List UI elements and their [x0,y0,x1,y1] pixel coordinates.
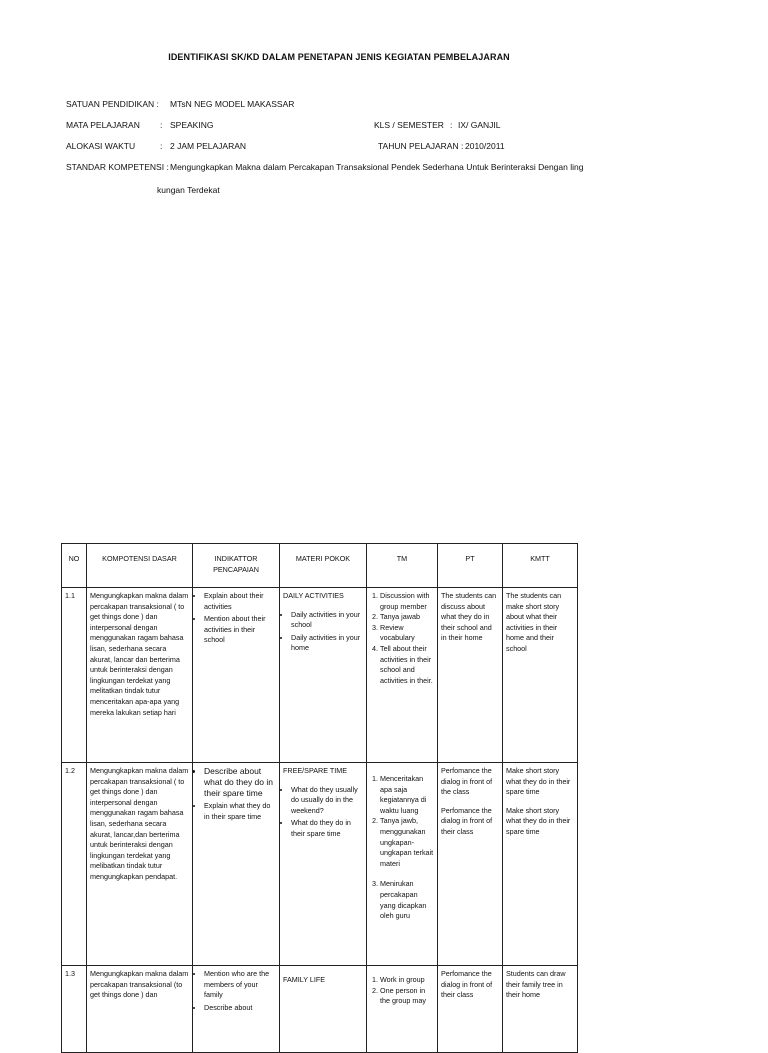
tm-item: 4. Tell about their activities in their school and activities in their. [380,644,434,686]
tahun-label: TAHUN PELAJARAN : [378,141,464,151]
tahun-value: 2010/2011 [465,141,505,151]
tm-item: 1. Work in group [380,975,434,986]
table-row [62,588,578,763]
tm-item: 2. One person in the group may [380,986,434,1007]
kls-colon: : [450,120,453,130]
kompotensi-dasar-cell: Mengungkapkan makna dalam percakapan transaksional ( to get things done ) dan interpersonal dengan menggunakan ragam bahasa lisan, sederhana secara akurat, lancar dan berterima untuk berinteraksi dengan lingkungan terdekat yang melitatkan tindak tutur menceritakan apa-apa yang mereka lakukan setiap hari [87,588,193,763]
standar-kompetensi-label: STANDAR KOMPETENSI : [66,162,169,172]
kmtt-cell: The students can make short story about what their activities in their home and their school [503,588,578,763]
kompotensi-dasar-cell: Mengungkapkan makna dalam percakapan transaksional (to get things done ) dan [87,966,193,1053]
column-header-materi-pokok: MATERI POKOK [280,544,367,588]
indikator-cell [193,966,280,1053]
indikator-item: • Describe about [204,1003,276,1014]
materi-item: • Daily activities in your school [291,610,363,631]
tm-item: 2. Tanya jawab [380,612,434,623]
tm-cell [367,966,438,1053]
table-row [62,966,578,1053]
kmtt-cell [503,763,578,966]
indikator-item: • Describe about what do they do in their spare time [204,766,276,799]
materi-item: • What do they do in their spare time [291,818,363,839]
materi-item: • What do they usually do usually do in the weekend? [291,785,363,817]
row-number: 1.2 [62,763,87,966]
pt-text: Perfomance the dialog in front of the class [441,766,493,797]
table-row [62,763,578,966]
alokasi-colon: : [160,141,163,151]
kompotensi-dasar-cell: Mengungkapkan makna dalam percakapan transaksional ( to get things done ) dan interpersonal dengan menggunakan ragam bahasa lisan, sederhana secara akurat, lancar,dan berterima untuk berinteraksi dengan lingkungan terdekat yang melibatkan tindak tutur mengungkapkan pendapat. [87,763,193,966]
materi-title: FAMILY LIFE [283,975,326,984]
column-header-kmtt: KMTT [503,544,578,588]
standar-kompetensi-value: Mengungkapkan Makna dalam Percakapan Transaksional Pendek Sederhana Untuk Berinteraksi Dengan ling [170,162,584,172]
tm-item: 2. Tanya jawb, menggunakan ungkapan-ungkapan terkait materi [380,816,434,869]
mapel-value: SPEAKING [170,120,214,130]
alokasi-label: ALOKASI WAKTU [66,141,136,151]
indikator-item: • Explain about their activities [204,591,276,612]
column-header-no: NO [62,544,87,588]
column-header-kompotensi-dasar: KOMPOTENSI DASAR [87,544,193,588]
mapel-label: MATA PELAJARAN [66,120,140,130]
kls-value: IX/ GANJIL [458,120,501,130]
kmtt-text: Make short story what they do in their spare time [506,805,571,836]
tm-cell [367,763,438,966]
tm-cell [367,588,438,763]
alokasi-value: 2 JAM PELAJARAN [170,141,247,151]
kmtt-text: Make short story what they do in their spare time [506,766,571,797]
pt-cell: Perfomance the dialog in front of their class [438,966,503,1053]
tm-item: 3. Review vocabulary [380,623,434,644]
pt-cell [438,763,503,966]
indikator-cell [193,763,280,966]
satuan-label: SATUAN PENDIDIKAN : [66,99,159,109]
satuan-value: MTsN NEG MODEL MAKASSAR [170,99,295,109]
column-header-pt: PT [438,544,503,588]
pt-cell: The students can discuss about what they do in their school and in their home [438,588,503,763]
row-number: 1.1 [62,588,87,763]
page-title: IDENTIFIKASI SK/KD DALAM PENETAPAN JENIS KEGIATAN PEMBELAJARAN [168,52,510,62]
materi-pokok-cell [280,588,367,763]
materi-pokok-cell [280,966,367,1053]
materi-title: FREE/SPARE TIME [283,766,348,775]
indikator-item: • Mention who are the members of your family [204,969,276,1001]
standar-kompetensi-value-cont: kungan Terdekat [157,185,220,195]
kegiatan-table [61,543,578,1053]
mapel-colon: : [160,120,163,130]
kls-label: KLS / SEMESTER [374,120,444,130]
indikator-item: • Mention about their activities in their school [204,614,276,646]
tm-item: 1. Menceritakan apa saja kegiatannya di waktu luang [380,774,434,816]
kmtt-cell: Students can draw their family tree in their home [503,966,578,1053]
column-header-tm: TM [367,544,438,588]
indikator-cell [193,588,280,763]
column-header-indikator: INDIKATTOR PENCAPAIAN [193,544,280,588]
tm-item: 3. Menirukan percakapan yang dicapkan oleh guru [380,879,434,921]
row-number: 1.3 [62,966,87,1053]
pt-text: Perfomance the dialog in front of their class [441,805,493,836]
materi-item: • Daily activities in your home [291,633,363,654]
indikator-item: • Explain what they do in their spare time [204,801,276,822]
materi-pokok-cell [280,763,367,966]
table-header-row [62,544,578,588]
materi-title: DAILY ACTIVITIES [283,591,344,600]
tm-item: 1. Discussion with group member [380,591,434,612]
